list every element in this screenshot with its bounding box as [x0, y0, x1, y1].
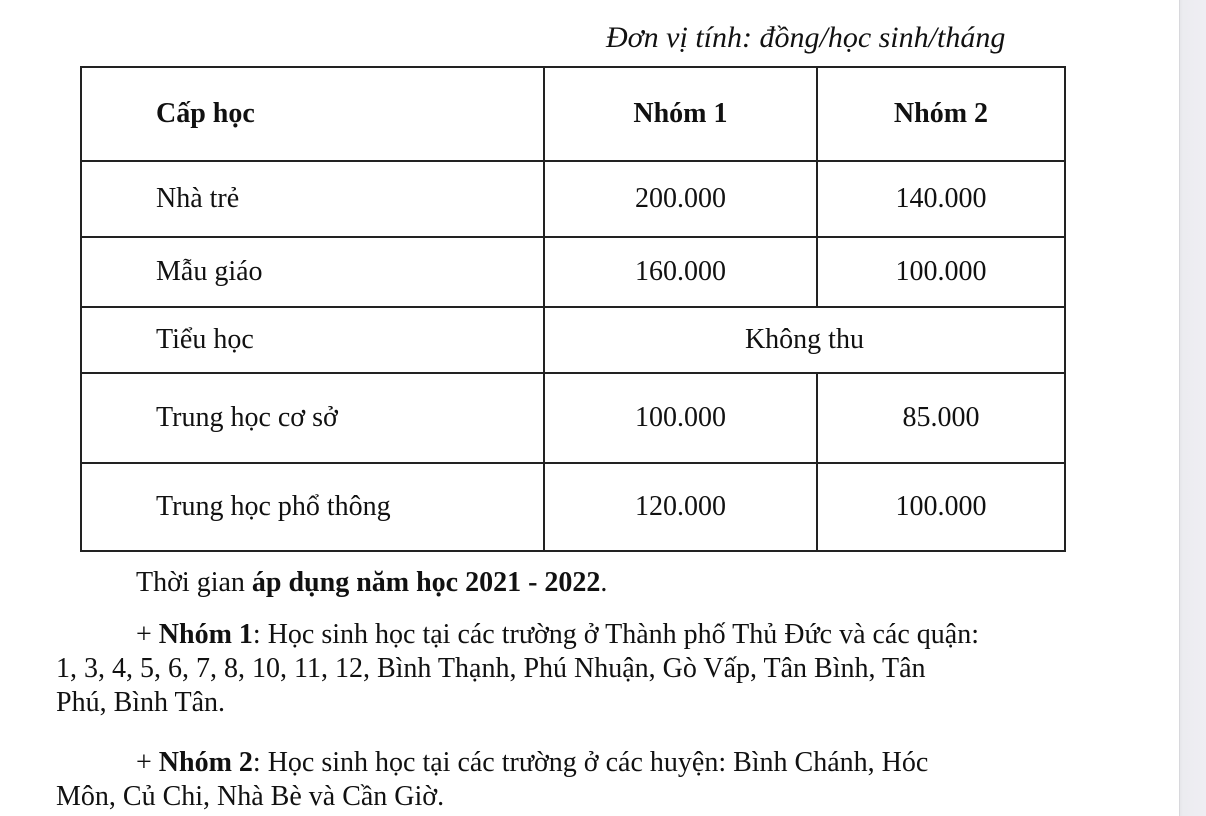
group1-marker: +: [136, 619, 159, 650]
group1-line1-text: : Học sinh học tại các trường ở Thành phố Thủ Đức và các quận:: [252, 619, 979, 650]
cell-group1: [544, 373, 817, 463]
header-group2: [817, 67, 1065, 161]
cell-group2: [817, 463, 1065, 551]
page-edge: [1179, 0, 1206, 816]
cell-level: [81, 307, 544, 373]
apply-time-paragraph: [136, 566, 607, 600]
cell-group2: [817, 161, 1065, 237]
cell-group2-text: 100.000: [895, 256, 987, 287]
group1-line2: 1, 3, 4, 5, 6, 7, 8, 10, 11, 12, Bình Thạnh, Phú Nhuận, Gò Vấp, Tân Bình, Tân: [56, 653, 926, 684]
cell-level-text: Trung học phổ thông: [156, 491, 391, 522]
table-row: [81, 373, 1065, 463]
cell-merged-no-fee: [544, 307, 1065, 373]
table-row: [81, 307, 1065, 373]
cell-group1: [544, 161, 817, 237]
header-group1-text: Nhóm 1: [633, 98, 728, 129]
apply-time-suffix: .: [600, 567, 608, 598]
cell-group2: [817, 237, 1065, 307]
cell-group1-text: 120.000: [634, 491, 726, 522]
group1-paragraph: [56, 618, 1080, 720]
cell-group2-text: 85.000: [902, 402, 980, 433]
table-row: [81, 463, 1065, 551]
cell-group1-text: 160.000: [634, 256, 726, 287]
group2-line1-text: : Học sinh học tại các trường ở các huyện: Bình Chánh, Hóc: [252, 747, 929, 778]
header-level-text: Cấp học: [156, 98, 255, 129]
group2-marker: +: [136, 747, 159, 778]
cell-group1-text: 100.000: [634, 402, 726, 433]
cell-merged-text: Không thu: [744, 324, 864, 355]
cell-group2-text: 140.000: [895, 183, 987, 214]
cell-level: [81, 373, 544, 463]
group1-line3: Phú, Bình Tân.: [56, 687, 226, 718]
cell-level-text: Mẫu giáo: [156, 256, 263, 287]
group1-line1: [56, 618, 1080, 652]
unit-note: Đơn vị tính: đồng/học sinh/tháng: [606, 21, 1006, 54]
apply-time-prefix: Thời gian: [136, 567, 252, 598]
cell-level: [81, 463, 544, 551]
cell-group1-text: 200.000: [634, 183, 726, 214]
group2-line1: [56, 746, 1080, 780]
group2-line2: Môn, Củ Chi, Nhà Bè và Cần Giờ.: [56, 781, 445, 812]
cell-level-text: Nhà trẻ: [156, 183, 240, 214]
cell-group2: [817, 373, 1065, 463]
group1-label: Nhóm 1: [158, 619, 253, 650]
group2-label: Nhóm 2: [158, 747, 253, 778]
header-group1: [544, 67, 817, 161]
cell-group1: [544, 463, 817, 551]
cell-level-text: Trung học cơ sở: [156, 402, 338, 433]
header-level: [81, 67, 544, 161]
apply-time-bold: áp dụng năm học 2021 - 2022: [251, 567, 601, 598]
cell-level-text: Tiểu học: [156, 324, 254, 355]
group2-paragraph: [56, 746, 1080, 814]
cell-level: [81, 237, 544, 307]
cell-group2-text: 100.000: [895, 491, 987, 522]
table-row: [81, 237, 1065, 307]
cell-group1: [544, 237, 817, 307]
cell-level: [81, 161, 544, 237]
table-header-row: [81, 67, 1065, 161]
header-group2-text: Nhóm 2: [893, 98, 989, 129]
table-row: [81, 161, 1065, 237]
tuition-fee-table: [80, 66, 1066, 552]
